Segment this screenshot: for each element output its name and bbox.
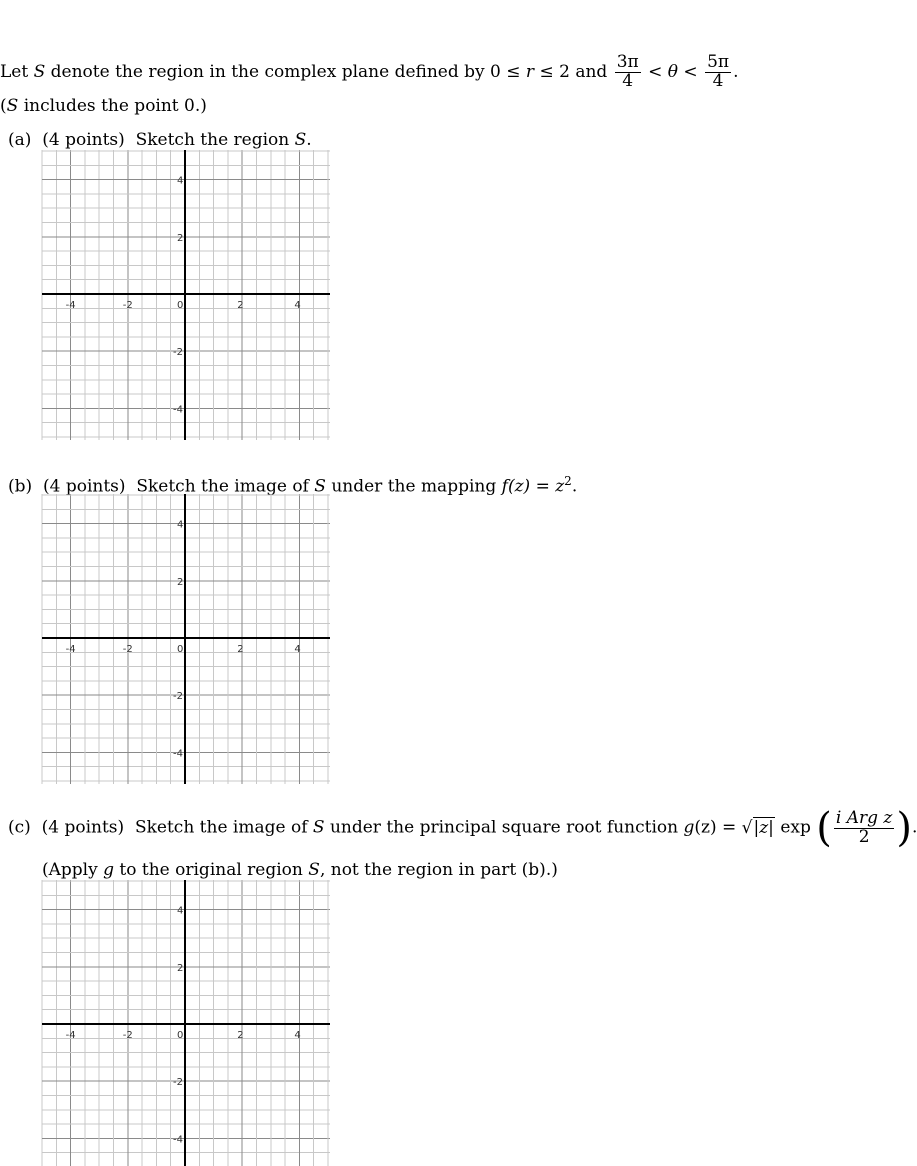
x-tick-label: 0 xyxy=(177,300,184,311)
var-S: S xyxy=(294,130,307,150)
frac-num: i Arg z xyxy=(835,807,893,828)
exponent: 2 xyxy=(564,474,572,488)
period: . xyxy=(911,817,917,838)
y-tick-label: -2 xyxy=(173,691,183,703)
var-S: S xyxy=(6,96,19,116)
x-tick-label: -2 xyxy=(122,644,133,655)
grid-part-a[interactable] xyxy=(42,150,330,440)
x-tick-label: -4 xyxy=(65,644,76,655)
frac-num: 5π xyxy=(707,52,730,72)
note-text: , not the region in part (b).) xyxy=(319,860,558,880)
y-tick-label: -4 xyxy=(173,404,183,416)
prompt-text: under the mapping xyxy=(325,476,502,497)
frac-den: 4 xyxy=(622,70,634,91)
part-label: (a) xyxy=(8,130,32,150)
fraction-5pi-over-4 xyxy=(705,54,731,91)
intro-text: Let xyxy=(0,61,34,82)
y-tick-label: 2 xyxy=(177,576,184,588)
x-tick-label: -4 xyxy=(65,1030,76,1041)
points-label: (4 points) xyxy=(42,130,125,150)
right-paren: ) xyxy=(896,805,912,851)
period: . xyxy=(733,61,739,82)
grid-part-c[interactable] xyxy=(42,880,330,1166)
y-tick-label: 2 xyxy=(177,232,184,244)
y-tick-label: -2 xyxy=(173,1077,183,1089)
var-S: S xyxy=(312,817,325,838)
part-label: (b) xyxy=(8,476,33,497)
math-expr: (z) = xyxy=(694,817,742,838)
frac-den: 4 xyxy=(712,70,724,91)
points-label: (4 points) xyxy=(42,476,126,497)
intro-text: ≤ 2 and xyxy=(534,61,613,82)
y-tick-label: 4 xyxy=(177,905,184,917)
intro-text: ( xyxy=(0,96,7,116)
x-tick-label: 2 xyxy=(237,644,244,655)
period: . xyxy=(306,130,312,150)
points-label: (4 points) xyxy=(41,817,125,838)
var-g: g xyxy=(683,817,695,838)
note-text: to the original region xyxy=(114,860,309,880)
prompt-text: Sketch the image of xyxy=(136,476,315,497)
x-tick-label: -4 xyxy=(65,300,76,311)
part-label: (c) xyxy=(8,817,31,838)
x-tick-label: 0 xyxy=(177,1030,184,1041)
radicand: |z| xyxy=(753,817,774,838)
x-tick-label: 2 xyxy=(237,300,244,311)
sqrt-abs-z: √|z| xyxy=(741,817,774,838)
y-tick-label: 2 xyxy=(177,962,184,974)
fraction-3pi-over-4 xyxy=(615,54,641,91)
left-paren: ( xyxy=(816,805,832,851)
grid-part-b[interactable] xyxy=(42,494,330,784)
period: . xyxy=(571,476,578,497)
x-tick-label: -2 xyxy=(122,300,133,311)
x-tick-label: 4 xyxy=(294,644,301,655)
intro-line-1 xyxy=(0,54,738,91)
y-tick-label: -4 xyxy=(173,748,183,760)
frac-den: 2 xyxy=(858,826,870,847)
intro-text: includes the point 0.) xyxy=(18,96,207,116)
y-tick-label: -2 xyxy=(173,347,183,359)
prompt-text: Sketch the image of xyxy=(134,817,313,838)
intro-line-2 xyxy=(0,96,207,116)
var-S: S xyxy=(308,860,320,880)
var-g: g xyxy=(103,860,115,880)
part-a-prompt xyxy=(8,130,312,150)
intro-text: denote the region in the complex plane defined by 0 ≤ xyxy=(45,61,526,82)
var-r: r xyxy=(525,61,535,82)
math-expr: (z) = z xyxy=(507,476,565,497)
frac-num: 3π xyxy=(616,52,639,72)
x-tick-label: 4 xyxy=(294,1030,301,1041)
part-c-note xyxy=(42,860,558,880)
exp-text: exp xyxy=(774,817,817,838)
y-tick-label: 4 xyxy=(177,175,184,187)
prompt-text: under the principal square root function xyxy=(324,817,684,838)
y-tick-label: 4 xyxy=(177,519,184,531)
x-tick-label: 0 xyxy=(177,644,184,655)
var-S: S xyxy=(33,61,46,82)
x-tick-label: 2 xyxy=(237,1030,244,1041)
less-than: < xyxy=(678,61,704,82)
y-tick-label: -4 xyxy=(173,1134,183,1146)
note-text: (Apply xyxy=(42,860,104,880)
var-theta: θ xyxy=(667,61,679,82)
x-tick-label: 4 xyxy=(294,300,301,311)
var-f: f xyxy=(501,476,508,497)
x-tick-label: -2 xyxy=(122,1030,133,1041)
part-c-prompt xyxy=(8,805,917,851)
var-S: S xyxy=(314,476,326,497)
prompt-text: Sketch the region xyxy=(135,130,295,150)
fraction-iargz-over-2 xyxy=(834,807,895,847)
less-than: < xyxy=(642,61,668,82)
